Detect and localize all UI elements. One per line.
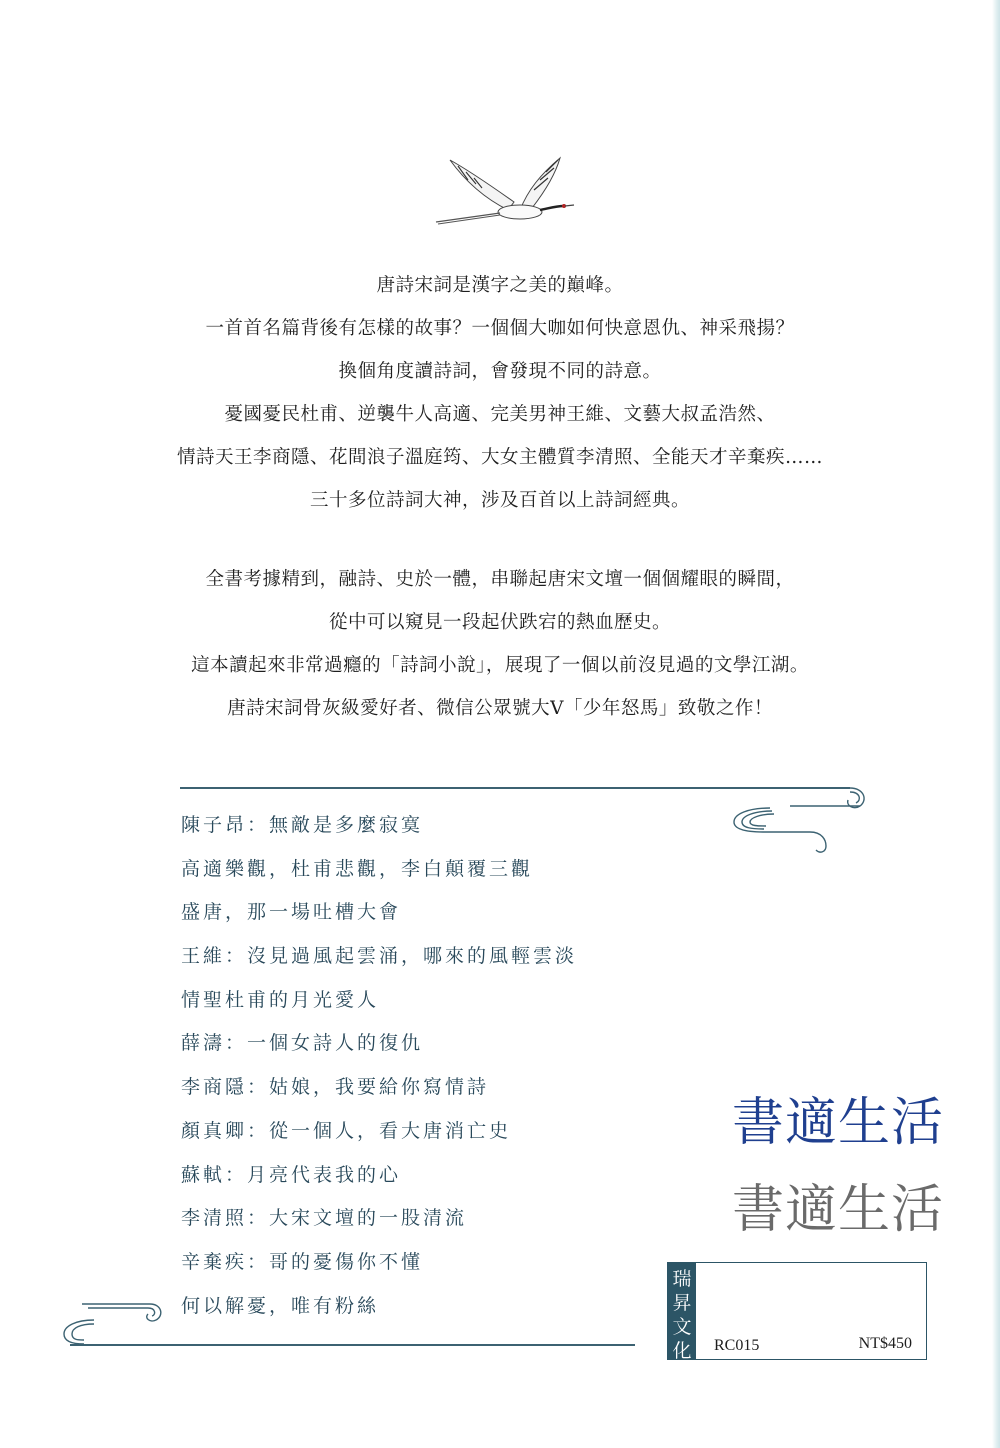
intro-line: 換個角度讀詩詞，會發現不同的詩意。 xyxy=(338,361,662,382)
intro-line: 憂國憂民杜甫、逆襲牛人高適、完美男神王維、文藝大叔孟浩然、 xyxy=(224,404,776,425)
toc-item: 何以解憂，唯有粉絲 xyxy=(181,1294,380,1317)
toc-item: 高適樂觀，杜甫悲觀，李白顛覆三觀 xyxy=(181,857,534,880)
intro-line: 情詩天王李商隱、花間浪子溫庭筠、大女主體質李清照、全能天才辛棄疾…… xyxy=(176,447,823,468)
toc-item: 盛唐，那一場吐槽大會 xyxy=(181,901,402,924)
intro-line: 一首首名篇背後有怎樣的故事？一個個大咖如何快意恩仇、神采飛揚？ xyxy=(205,318,795,339)
toc-item: 陳子昂：無敵是多麼寂寞 xyxy=(181,814,424,836)
toc-item: 王維：沒見過風起雲涌，哪來的風輕雲淡 xyxy=(181,945,578,968)
cloud-swirl-icon xyxy=(730,778,875,860)
toc-item: 顏真卿：從一個人，看大唐消亡史 xyxy=(181,1119,512,1142)
intro-line: 這本讀起來非常過癮的「詩詞小說」，展現了一個以前沒見過的文學江湖。 xyxy=(191,655,809,676)
toc-item: 李清照：大宋文壇的一股清流 xyxy=(181,1207,468,1230)
toc-item: 薛濤：一個女詩人的復仇 xyxy=(181,1032,424,1055)
book-code: RC015 xyxy=(714,1337,760,1354)
crane-illustration xyxy=(428,150,578,235)
intro-line: 唐詩宋詞是漢字之美的巔峰。 xyxy=(376,275,624,296)
intro-text xyxy=(0,272,1000,738)
intro-line: 唐詩宋詞骨灰級愛好者、微信公眾號大V「少年怒馬」致敬之作！ xyxy=(227,698,773,719)
toc-item: 李商隱：姑娘，我要給你寫情詩 xyxy=(181,1076,490,1099)
brand-logo-secondary: 書適生活 xyxy=(732,1180,945,1240)
price-label: NT$450 xyxy=(858,1335,912,1352)
publisher-char: 瑞 xyxy=(672,1268,692,1290)
intro-line: 從中可以窺見一段起伏跌宕的熱血歷史。 xyxy=(328,612,671,633)
publisher-name xyxy=(668,1263,696,1362)
toc-item: 辛棄疾：哥的憂傷你不懂 xyxy=(181,1250,424,1273)
brand-logo-primary: 書適生活 xyxy=(732,1093,945,1153)
publisher-char: 文 xyxy=(672,1316,692,1338)
publisher-box xyxy=(667,1262,927,1360)
toc-item: 情聖杜甫的月光愛人 xyxy=(181,988,380,1011)
publisher-char: 化 xyxy=(672,1340,692,1362)
toc-list xyxy=(181,810,577,1334)
intro-line: 全書考據精到，融詩、史於一體，串聯起唐宋文壇一個個耀眼的瞬間， xyxy=(205,569,795,590)
cloud-swirl-icon xyxy=(58,1298,168,1350)
publisher-char: 昇 xyxy=(672,1292,692,1314)
bottom-divider xyxy=(70,1344,635,1346)
toc-item: 蘇軾：月亮代表我的心 xyxy=(181,1163,402,1186)
intro-line: 三十多位詩詞大神，涉及百首以上詩詞經典。 xyxy=(309,490,690,511)
